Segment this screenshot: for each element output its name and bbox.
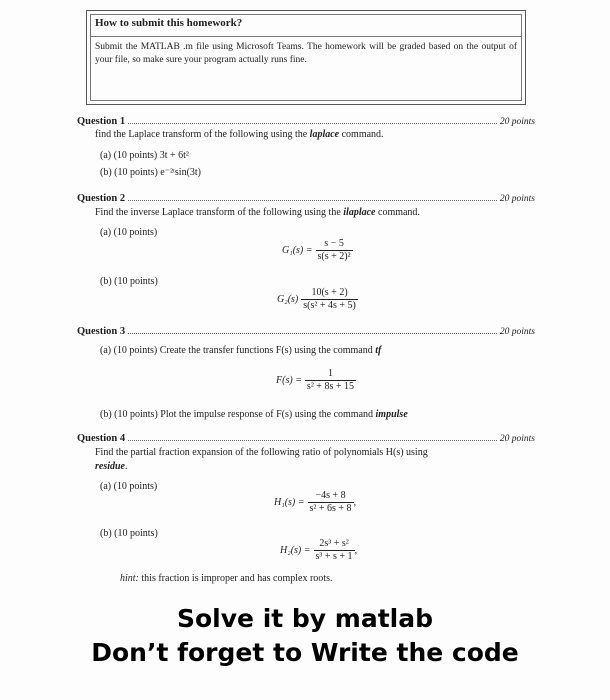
h1-equation: [274, 490, 356, 515]
question-1-part-b: (b) (10 points) e⁻²ᵗsin(3t): [100, 167, 202, 178]
question-2-part-b: (b) (10 points): [100, 276, 158, 287]
question-4-prompt-line-1: Find the partial fraction expansion of the following ratio of polynomials H(s) using: [95, 447, 428, 458]
question-2-leader-dots: [128, 191, 497, 201]
g1-denominator: s(s + 2)²: [317, 251, 351, 262]
question-2-prompt: [95, 206, 420, 219]
f-equation: [276, 368, 356, 393]
question-3-points: 20 points: [499, 327, 535, 337]
g1-fraction: [316, 238, 353, 263]
question-1-header: [77, 114, 535, 128]
h2-denominator: s³ + s + 1: [315, 551, 353, 562]
question-2-part-a: (a) (10 points): [100, 227, 158, 238]
submission-box-inner: [90, 14, 522, 101]
g1-equation: [282, 238, 353, 263]
question-2-command: ilaplace: [343, 207, 376, 218]
question-3-leader-dots: [128, 324, 497, 334]
question-4-hint: [120, 572, 332, 585]
h1-numerator: −4s + 8: [315, 490, 346, 501]
question-1-part-a: (a) (10 points) 3t + 6t²: [100, 150, 189, 161]
question-1-title: Question 1: [77, 116, 126, 127]
f-lhs: F(s) =: [276, 375, 302, 386]
g1-numerator: s − 5: [324, 238, 344, 249]
submission-box: [86, 10, 526, 105]
h1-lhs: H₁(s) =: [274, 497, 305, 508]
h1-denominator: s² + 6s + 8: [309, 503, 352, 514]
question-1-points: 20 points: [499, 117, 535, 127]
g2-denominator: s(s² + 4s + 5): [303, 300, 356, 311]
h1-comma: ,: [353, 497, 357, 508]
question-2-prompt-post: command.: [375, 207, 420, 218]
h2-numerator: 2s³ + s²: [319, 538, 349, 549]
question-1-prompt-post: command.: [339, 129, 384, 140]
f-denominator: s² + 8s + 15: [306, 381, 354, 392]
question-1-prompt: [95, 128, 384, 141]
question-1-prompt-pre: find the Laplace transform of the following using the: [95, 129, 310, 140]
question-4-leader-dots: [128, 431, 497, 441]
question-4-points: 20 points: [499, 434, 535, 444]
question-2-header: [77, 191, 535, 205]
g2-lhs: G₂(s): [277, 294, 299, 305]
question-3-part-b: [100, 408, 408, 421]
question-3-impulse-command: impulse: [375, 409, 408, 420]
question-3-part-b-text: (b) (10 points) Plot the impulse response of F(s) using the command: [100, 409, 376, 420]
g2-fraction: [301, 287, 358, 312]
question-3-part-a: [100, 344, 381, 357]
question-3-header: [77, 324, 535, 338]
submission-box-title: How to submit this homework?: [95, 17, 243, 29]
f-fraction: [305, 368, 356, 393]
submission-box-divider: [91, 36, 521, 37]
h2-fraction: [314, 538, 355, 563]
question-4-prompt-post: .: [125, 461, 128, 472]
g2-numerator: 10(s + 2): [311, 287, 348, 298]
h2-equation: [280, 538, 357, 563]
h2-comma: ,: [354, 545, 358, 556]
question-4-part-a: (a) (10 points): [100, 481, 158, 492]
question-3-tf-command: tf: [375, 345, 382, 356]
caption-line-1: Solve it by matlab: [176, 604, 434, 633]
question-2-prompt-pre: Find the inverse Laplace transform of the following using the: [95, 207, 344, 218]
caption-line-2: Don’t forget to Write the code: [91, 638, 519, 667]
f-numerator: 1: [327, 368, 333, 379]
question-2-title: Question 2: [77, 193, 126, 204]
question-3-title: Question 3: [77, 326, 126, 337]
question-3-part-a-text: (a) (10 points) Create the transfer functions F(s) using the command: [100, 345, 376, 356]
h2-lhs: H₂(s) =: [280, 545, 311, 556]
hint-label: hint:: [120, 573, 139, 584]
submission-box-text: Submit the MATLAB .m file using Microsoft Teams. The homework will be graded based on the output of your file, so make sure your program actually runs fine.: [95, 42, 517, 65]
question-4-prompt-line-2: [95, 460, 128, 473]
question-4-part-b: (b) (10 points): [100, 528, 158, 539]
question-1-leader-dots: [128, 114, 497, 124]
g1-lhs: G₁(s) =: [282, 245, 313, 256]
question-2-points: 20 points: [499, 194, 535, 204]
hint-text: this fraction is improper and has complex roots.: [138, 573, 333, 584]
g2-equation: [277, 287, 358, 312]
question-1-command: laplace: [309, 129, 340, 140]
question-4-title: Question 4: [77, 433, 126, 444]
h1-fraction: [308, 490, 354, 515]
question-4-header: [77, 431, 535, 445]
question-4-residue-command: residue: [95, 461, 125, 472]
